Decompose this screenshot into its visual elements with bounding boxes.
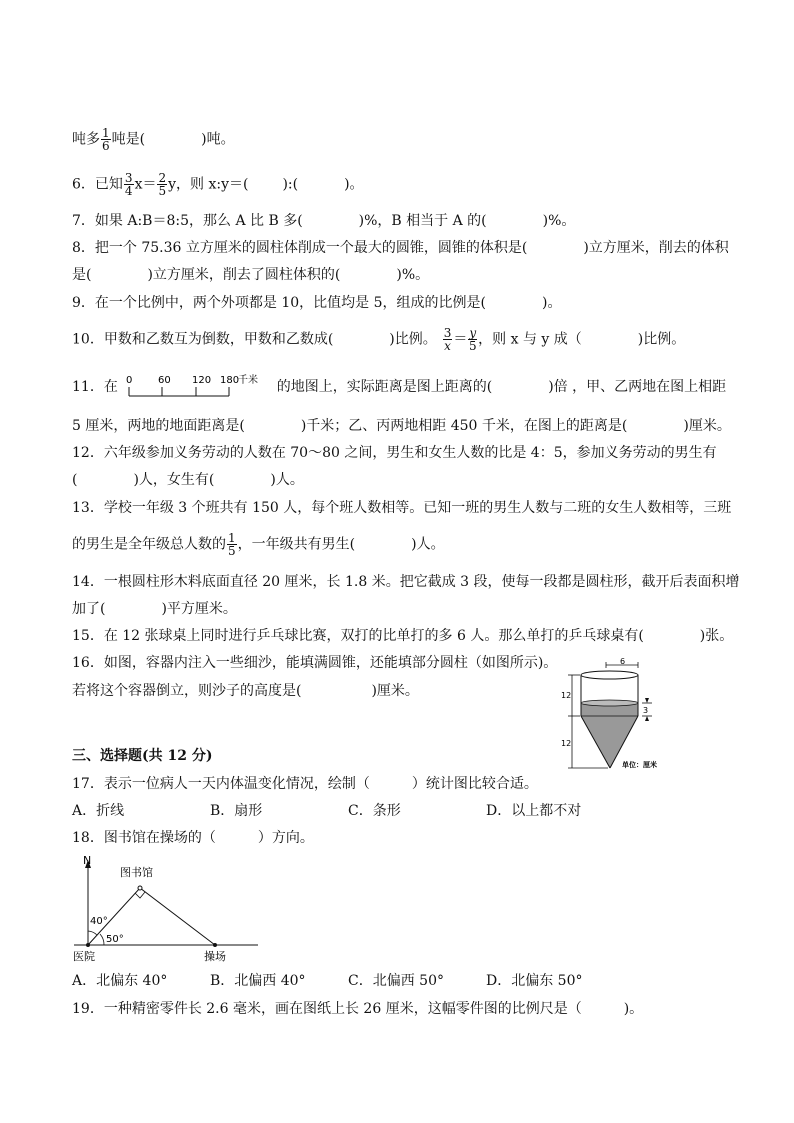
question-14-line1: 14．一根圆柱形木料底面直径 20 厘米，长 1.8 米。把它截成 3 段，使每一段都是圆柱形，截开后表面积增 xyxy=(72,574,740,590)
unit-label: 单位：厘米 xyxy=(622,761,657,769)
section-3-title: 三、选择题(共 12 分) xyxy=(72,748,213,764)
angle-40-label: 40° xyxy=(90,916,108,927)
question-13-line2: 的男生是全年级总人数的 $\frac{1}{5}$ ，一年级共有男生( )人。 xyxy=(72,531,445,558)
fraction: $\frac{1}{6}$ xyxy=(102,126,110,153)
question-19: 19．一种精密零件长 2.6 毫米，画在图纸上长 26 厘米，这幅零件图的比例尺是（ )。 xyxy=(72,1001,644,1017)
question-9: 9．在一个比例中，两个外项都是 10，比值均是 5，组成的比例是( )。 xyxy=(72,295,562,311)
option-a[interactable]: A．北偏东 40° xyxy=(72,973,168,989)
question-13-line1: 13．学校一年级 3 个班共有 150 人，每个班人数相等。已知一班的男生人数与二班的女生人数相等，三班 xyxy=(72,500,732,516)
library-label: 图书馆 xyxy=(120,866,153,879)
question-16-line2: 若将这个容器倒立，则沙子的高度是( )厘米。 xyxy=(72,683,419,699)
scale-tick-label: 120 xyxy=(192,375,212,386)
question-18-options xyxy=(72,971,632,991)
question-6: 6．已知 $\frac{3}{4}$ x＝ $\frac{2}{5}$ y，则 x:y＝( ):( )。 xyxy=(72,171,364,198)
option-c[interactable]: C．条形 xyxy=(348,803,401,819)
option-b[interactable]: B．扇形 xyxy=(210,803,263,819)
direction-map-figure xyxy=(70,852,270,962)
fraction: $\frac{1}{5}$ xyxy=(228,531,236,558)
hospital-label: 医院 xyxy=(73,950,95,962)
question-16-line1: 16．如图，容器内注入一些细沙，能填满圆锥，还能填部分圆柱（如图所示)。 xyxy=(72,655,558,671)
dimension-sand-height: 3 xyxy=(643,706,649,715)
scale-unit-label: 千米 xyxy=(238,375,259,386)
option-b[interactable]: B．北偏西 40° xyxy=(210,973,306,989)
dimension-top-width: 6 xyxy=(620,658,626,666)
question-15: 15．在 12 张球桌上同时进行乒乓球比赛，双打的比单打的多 6 人。那么单打的乒乓球桌有( )张。 xyxy=(72,628,734,644)
question-12-line2: ( )人，女生有( )人。 xyxy=(72,472,304,488)
question-11-line2: 5 厘米，两地的地面距离是( )千米；乙、丙两地相距 450 千米，在图上的距离是( )厘米。 xyxy=(72,418,731,434)
question-7: 7．如果 A:B＝8:5，那么 A 比 B 多( )%，B 相当于 A 的( )%。 xyxy=(72,213,576,229)
question-10: 10．甲数和乙数互为倒数，甲数和乙数成( )比例。 $\frac{3}{x}$ ＝ $\frac{y}{5}$ ，则 x 与 y 成（ )比例。 xyxy=(72,326,686,353)
fraction: $\frac{3}{x}$ xyxy=(443,326,452,353)
option-d[interactable]: D．以上都不对 xyxy=(486,803,582,819)
scale-tick-label: 180 xyxy=(220,375,240,386)
option-a[interactable]: A．折线 xyxy=(72,803,125,819)
question-5-tail: 吨多 $\frac{1}{6}$ 吨是( )吨。 xyxy=(72,126,235,153)
container-figure xyxy=(558,658,708,770)
question-12-line1: 12．六年级参加义务劳动的人数在 70～80 之间，男生和女生人数的比是 4：5，参加义务劳动的男生有 xyxy=(72,445,717,461)
fraction: $\frac{y}{5}$ xyxy=(468,326,477,353)
question-18: 18．图书馆在操场的（ ）方向。 xyxy=(72,830,314,846)
north-label: N xyxy=(83,854,92,867)
question-8-line2: 是( )立方厘米，削去了圆柱体积的( )%。 xyxy=(72,267,430,283)
question-17-options xyxy=(72,801,632,821)
option-c[interactable]: C．北偏西 50° xyxy=(348,973,444,989)
scale-tick-label: 60 xyxy=(158,375,172,386)
scale-tick-label: 0 xyxy=(126,375,133,386)
playground-label: 操场 xyxy=(204,950,226,962)
fraction: $\frac{3}{4}$ xyxy=(124,171,133,198)
question-11: 11．在 0 60 120 180 千米 的地图上，实际距离是图上距离的( )倍 ，甲、乙两地在图上相距 xyxy=(72,374,726,400)
question-17: 17．表示一位病人一天内体温变化情况，绘制（ ）统计图比较合适。 xyxy=(72,776,538,792)
question-8-line1: 8．把一个 75.36 立方厘米的圆柱体削成一个最大的圆锥，圆锥的体积是( )立方厘米，削去的体积 xyxy=(72,240,729,256)
option-d[interactable]: D．北偏东 50° xyxy=(486,973,583,989)
map-scale xyxy=(126,374,268,400)
fraction: $\frac{2}{5}$ xyxy=(158,171,167,198)
angle-50-label: 50° xyxy=(106,934,124,945)
question-14-line2: 加了( )平方厘米。 xyxy=(72,601,237,617)
dimension-cylinder-height: 12 xyxy=(561,691,572,700)
dimension-cone-height: 12 xyxy=(561,739,572,748)
